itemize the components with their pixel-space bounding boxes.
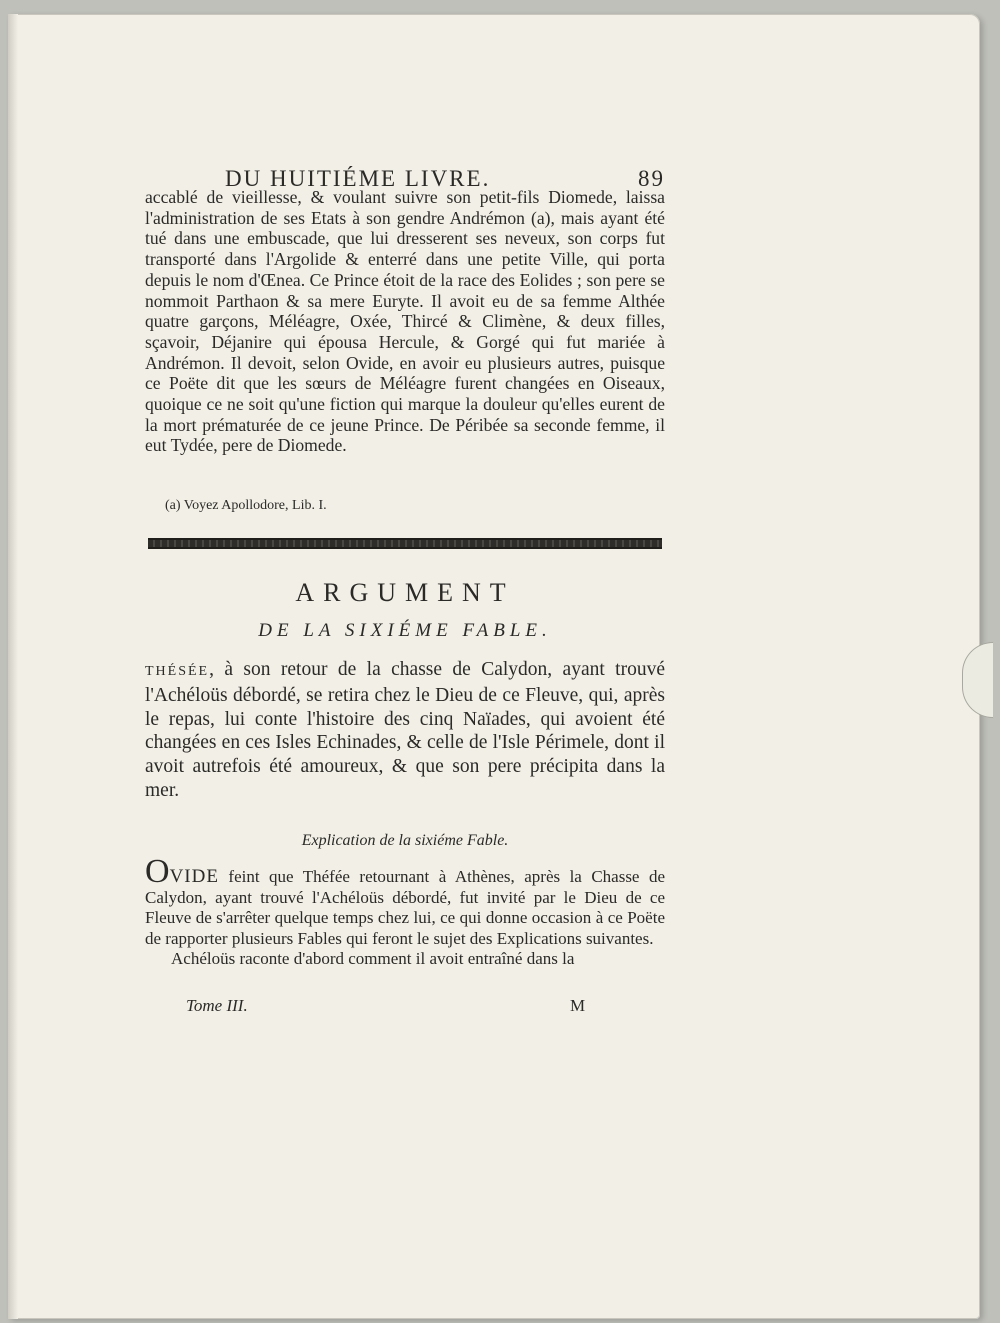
explication-paragraph-2: Achéloüs raconte d'abord comment il avoit entraîné dans la bbox=[171, 949, 575, 969]
paragraph: accablé de vieillesse, & voulant suivre son petit-fils Diomede, laissa l'administration de ses Etats à son gendre Andrémon (a), mais ayant été tué dans une embuscade, que lui dresserent ses neveux, son corps fut transporté dans l'Argolide & enterré dans une petite Ville, qui porta depuis le nom d'Œnea. Ce Prince étoit de la race des Eolides ; son pere se nommoit Parthaon & sa mere Euryte. Il avoit eu de sa femme Althée quatre garçons, Méléagre, Oxée, Thircé & Climène, & deux filles, sçavoir, Déjanire qui épousa Hercule, & Gorgé qui fut mariée à Andrémon. Il devoit, selon Ovide, en avoir eu plusieurs autres, puisque ce Poëte dit que les sœurs de Méléagre furent changées en Oiseaux, quoique ce ne soit qu'une fiction qui marque la douleur qu'elles eurent de la mort prématurée de ce jeune Prince. De Péribée sa seconde femme, il eut Tydée, pere de Diomede. bbox=[145, 187, 665, 456]
explication-text bbox=[145, 853, 665, 970]
explication-title: Explication de la sixiéme Fable. bbox=[301, 832, 509, 849]
argument-text bbox=[145, 658, 665, 803]
argument-lead-word: THÉSÉE bbox=[145, 664, 210, 679]
argument-body: , à son retour de la chasse de Calydon, ayant trouvé l'Achéloüs débordé, se retira chez le Dieu de ce Fleuve, qui, après le repas, lui conte l'histoire des cinq Naïades, qui avoient été changées en ces Isles Echinades, & celle de l'Isle Périmele, dont il avoit autrefois été amoureux, & que son pere précipita dans la mer. bbox=[145, 659, 665, 801]
argument-subheading: DE LA SIXIÉME FABLE. bbox=[258, 620, 552, 641]
ornamental-rule bbox=[148, 538, 662, 549]
explication-paragraph bbox=[145, 853, 665, 949]
drop-cap: O bbox=[145, 853, 170, 890]
page-tab-marker bbox=[962, 642, 993, 718]
running-head-title: DU HUITIÉME LIVRE. bbox=[225, 166, 491, 191]
footnote: (a) Voyez Apollodore, Lib. I. bbox=[165, 498, 327, 513]
body-text-top bbox=[145, 187, 665, 456]
explication-capword: VIDE bbox=[169, 866, 219, 887]
argument-paragraph bbox=[145, 658, 665, 803]
tome-label: Tome III. bbox=[186, 996, 248, 1015]
explication-body: feint que Théfée retournant à Athènes, après la Chasse de Calydon, ayant trouvé l'Achéloüs débordé, fut invité par le Dieu de ce Fleuve de s'arrêter quelque temps chez lui, ce qui donne occasion à ce Poëte de rapporter plusieurs Fables qui feront le sujet des Explications suivantes. bbox=[145, 867, 665, 948]
argument-heading: ARGUMENT bbox=[295, 578, 515, 607]
signature-mark: M bbox=[570, 996, 586, 1015]
page-number: 89 bbox=[638, 166, 665, 191]
